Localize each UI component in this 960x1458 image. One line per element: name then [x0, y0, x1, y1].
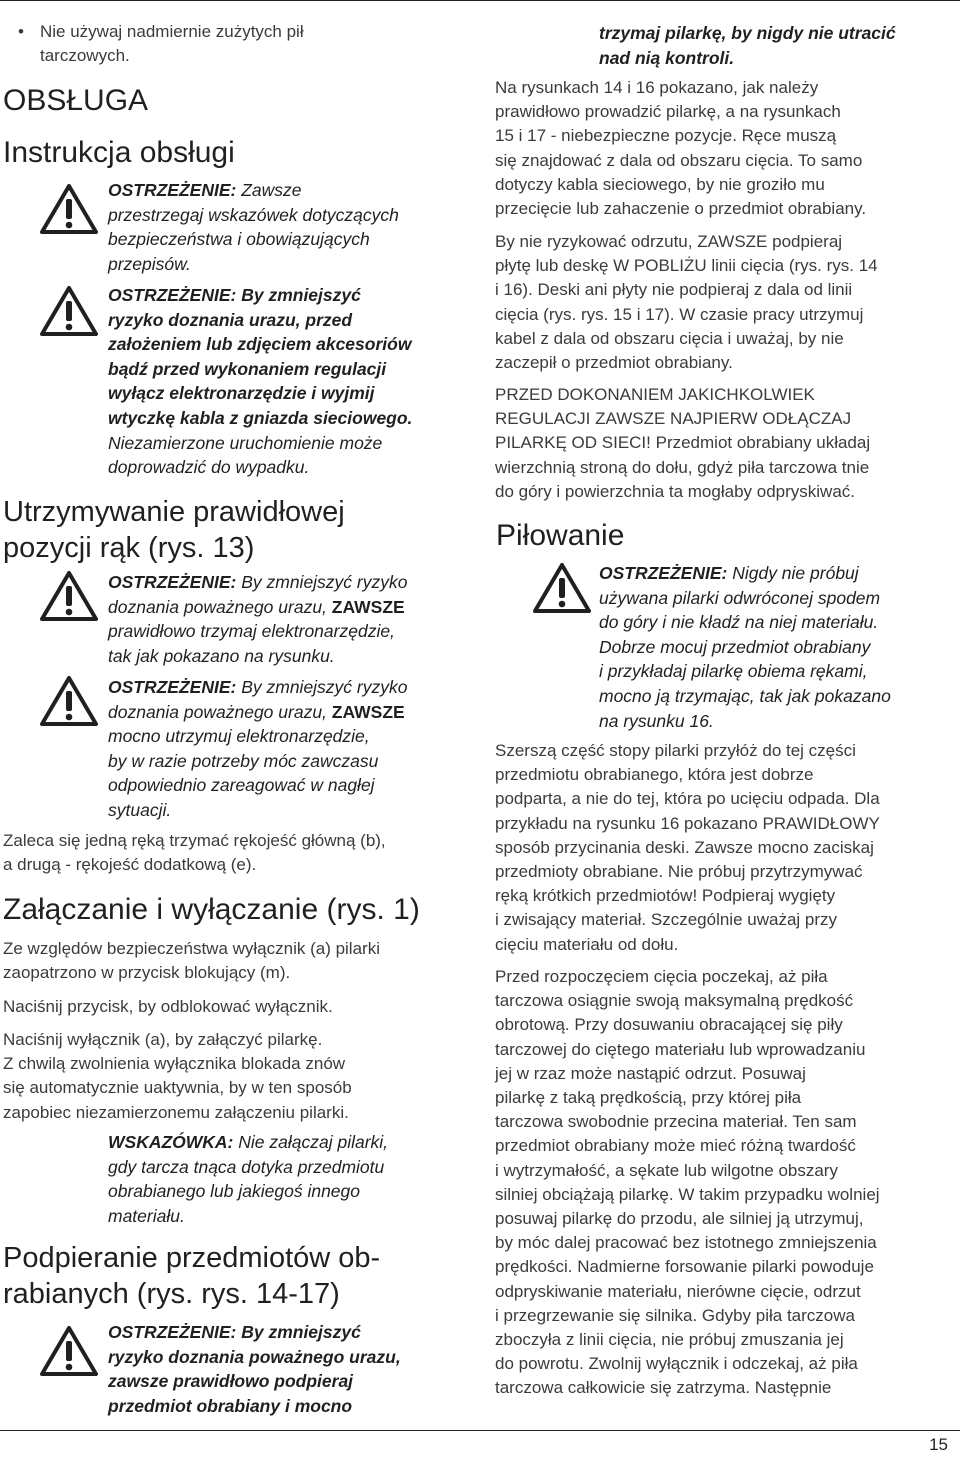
warning-emphasis: ZAWSZE: [331, 596, 405, 617]
hands-paragraph: Zaleca się jedną ręką trzymać rękojeść główną (b), a drugą - rękojeść dodatkową (e).: [3, 831, 386, 875]
warning-text: prawidłowo trzymaj elektronarzędzie, tak jak pokazano na rysunku.: [108, 621, 395, 666]
warning-text: Nigdy nie próbuj używana pilarki odwróconej spodem do góry i nie kładź na niej materiału. Dobrze mocuj przedmiot obrabiany i przykładaj pilarkę obiema rękami, mocno ją trzymając, tak jak pokazano na rysunku 16.: [599, 563, 891, 731]
instructions-title: Instrukcja obsługi: [3, 136, 235, 169]
warning-text: Zawsze przestrzegaj wskazówek dotyczących bezpieczeństwa i obowiązujących przepisów.: [108, 180, 399, 274]
sawing-title: Piłowanie: [496, 519, 625, 552]
warning-text: By zmniejszyć ryzyko doznania poważnego urazu,: [108, 572, 408, 617]
warning-text: mocno utrzymuj elektronarzędzie, by w razie potrzeby móc zawczasu odpowiednio zareagować w nagłej sytuacji.: [108, 726, 379, 820]
warning-1: [108, 178, 468, 276]
switch-title: Załączanie i wyłączanie (rys. 1): [3, 893, 420, 926]
warning-6: [599, 561, 959, 733]
warning-icon: [40, 183, 98, 235]
top-rule: [0, 0, 960, 1]
note-box: [108, 1130, 468, 1228]
warning-5: [108, 1320, 473, 1418]
warning-label: OSTRZEŻENIE:: [108, 572, 237, 592]
support-paragraph-3: PRZED DOKONANIEM JAKICHKOLWIEK REGULACJI ZAWSZE NAJPIERW ODŁĄCZAJ PILARKĘ OD SIECI! Przedmiot obrabiany układaj wierzchnią stroną do dołu, gdyż piła tarczowa tnie do góry i powierzchnia ta mogłaby odpryskiwać.: [495, 385, 871, 501]
bottom-rule: [0, 1430, 960, 1431]
warning-bold-text: By zmniejszyć ryzyko doznania urazu, przed założeniem lub zdjęciem akcesoriów bądź przed wykonaniem regulacji wyłącz elektronarzędzie i wyjmij wtyczkę kabla z gniazda sieciowego.: [108, 285, 413, 428]
page-number: 15: [929, 1435, 948, 1454]
section-title: OBSŁUGA: [3, 84, 149, 117]
warning-bold-text: trzymaj pilarkę, by nigdy nie utracić nad nią kontroli.: [599, 23, 896, 68]
warning-icon: [533, 562, 591, 614]
note-label: WSKAZÓWKA:: [108, 1132, 234, 1152]
warning-label: OSTRZEŻENIE:: [108, 1322, 237, 1342]
warning-bold-text: By zmniejszyć ryzyko doznania poważnego urazu, zawsze prawidłowo podpieraj przedmiot obrabiany i mocno: [108, 1322, 401, 1416]
warning-icon: [40, 285, 98, 337]
switch-paragraph-2: Naciśnij przycisk, by odblokować wyłącznik.: [3, 997, 333, 1016]
warning-emphasis: ZAWSZE: [331, 701, 405, 722]
warning-4: [108, 675, 473, 823]
warning-2: [108, 283, 473, 480]
warning-icon: [40, 570, 98, 622]
warning-text: Niezamierzone uruchomienie może doprowadzić do wypadku.: [108, 432, 383, 478]
note-text: Nie załączaj pilarki, gdy tarcza tnąca dotyka przedmiotu obrabianego lub jakiegoś innego materiału.: [108, 1132, 389, 1226]
switch-paragraph-1: Ze względów bezpieczeństwa wyłącznik (a) pilarki zaopatrzono w przycisk blokujący (m).: [3, 939, 380, 983]
warning-icon: [40, 675, 98, 727]
warning-label: OSTRZEŻENIE:: [108, 285, 237, 305]
sawing-paragraph-1: Szerszą część stopy pilarki przyłóż do tej części przedmiotu obrabianego, która jest dobrze podparta, a nie do tej, która po ucięciu odpada. Dla przykładu na rysunku 16 pokazano PRAWIDŁOWY sposób przycinania deski. Zawsze mocno zaciskaj przedmioty obrabiane. Nie próbuj przytrzymywać ręką krótkich przedmiotów! Podpieraj wygięty i zwisający materiał. Szczególnie uważaj przy cięciu materiału od dołu.: [495, 741, 880, 954]
warning-text: By zmniejszyć ryzyko doznania poważnego urazu,: [108, 677, 408, 722]
warning-label: OSTRZEŻENIE:: [599, 563, 728, 583]
bullet-item: • Nie używaj nadmiernie zużytych pił tarczowych.: [18, 22, 304, 66]
warning-3: [108, 570, 473, 668]
warning-label: OSTRZEŻENIE:: [108, 180, 237, 200]
support-paragraph-2: By nie ryzykować odrzutu, ZAWSZE podpieraj płytę lub deskę W POBLIŻU linii cięcia (rys. rys. 14 i 16). Deski ani płyty nie podpieraj z dala od linii cięcia (rys. rys. 15 i 17). W czasie pracy utrzymuj kabel z dala od obszaru cięcia i uważaj, by nie zaczepił o przedmiot obrabiany.: [495, 232, 878, 373]
bullet-text: Nie używaj nadmiernie zużytych pił tarczowych.: [40, 22, 304, 66]
switch-paragraph-3: Naciśnij wyłącznik (a), by załączyć pilarkę. Z chwilą zwolnienia wyłącznika blokada znów się automatycznie uaktywnia, by w ten sposób zapobiec niezamierzonemu załączeniu pilarki.: [3, 1030, 352, 1122]
support-title: Podpieranie przedmiotów ob- rabianych (rys. rys. 14-17): [3, 1242, 381, 1310]
warning-label: OSTRZEŻENIE:: [108, 677, 237, 697]
warning-5-continued: [599, 21, 959, 70]
support-paragraph-1: Na rysunkach 14 i 16 pokazano, jak należy prawidłowo prowadzić pilarkę, a na rysunkach 15 i 17 - niebezpieczne pozycje. Ręce muszą się znajdować z dala od obszaru cięcia. To samo dotyczy kabla sieciowego, by nie groziło mu przecięcie lub zahaczenie o przedmiot obrabiany.: [495, 78, 867, 219]
bullet-list: [0, 20, 440, 68]
hands-position-title: Utrzymywanie prawidłowej pozycji rąk (rys. 13): [3, 496, 345, 564]
sawing-paragraph-2: Przed rozpoczęciem cięcia poczekaj, aż piła tarczowa osiągnie swoją maksymalną prędkość obrotową. Przy dosuwaniu obracającej się piły tarczowej do ciętego materiału lub wprowadzaniu jej w rzaz może nastąpić odrzut. Posuwaj pilarkę z taką prędkością, przy której piła tarczowa swobodnie przecina materiał. Ten sam przedmiot obrabiany może mieć różną twardość i wytrzymałość, a sękate lub wilgotne obszary silniej obciążają pilarkę. W takim przypadku wolniej posuwaj pilarkę do przodu, ale silniej ją utrzymuj, by móc dalej pracować bez istotnego zmniejszenia prędkości. Nadmierne forsowanie pilarki powoduje odpryskiwanie materiału, nierówne cięcie, odrzut i przegrzewanie się silnika. Gdyby piła tarczowa zboczyła z linii cięcia, nie próbuj zmuszania jej do powrotu. Zwolnij wyłącznik i odczekaj, aż piła tarczowa całkowicie się zatrzyma. Następnie: [495, 967, 880, 1398]
warning-icon: [40, 1325, 98, 1377]
